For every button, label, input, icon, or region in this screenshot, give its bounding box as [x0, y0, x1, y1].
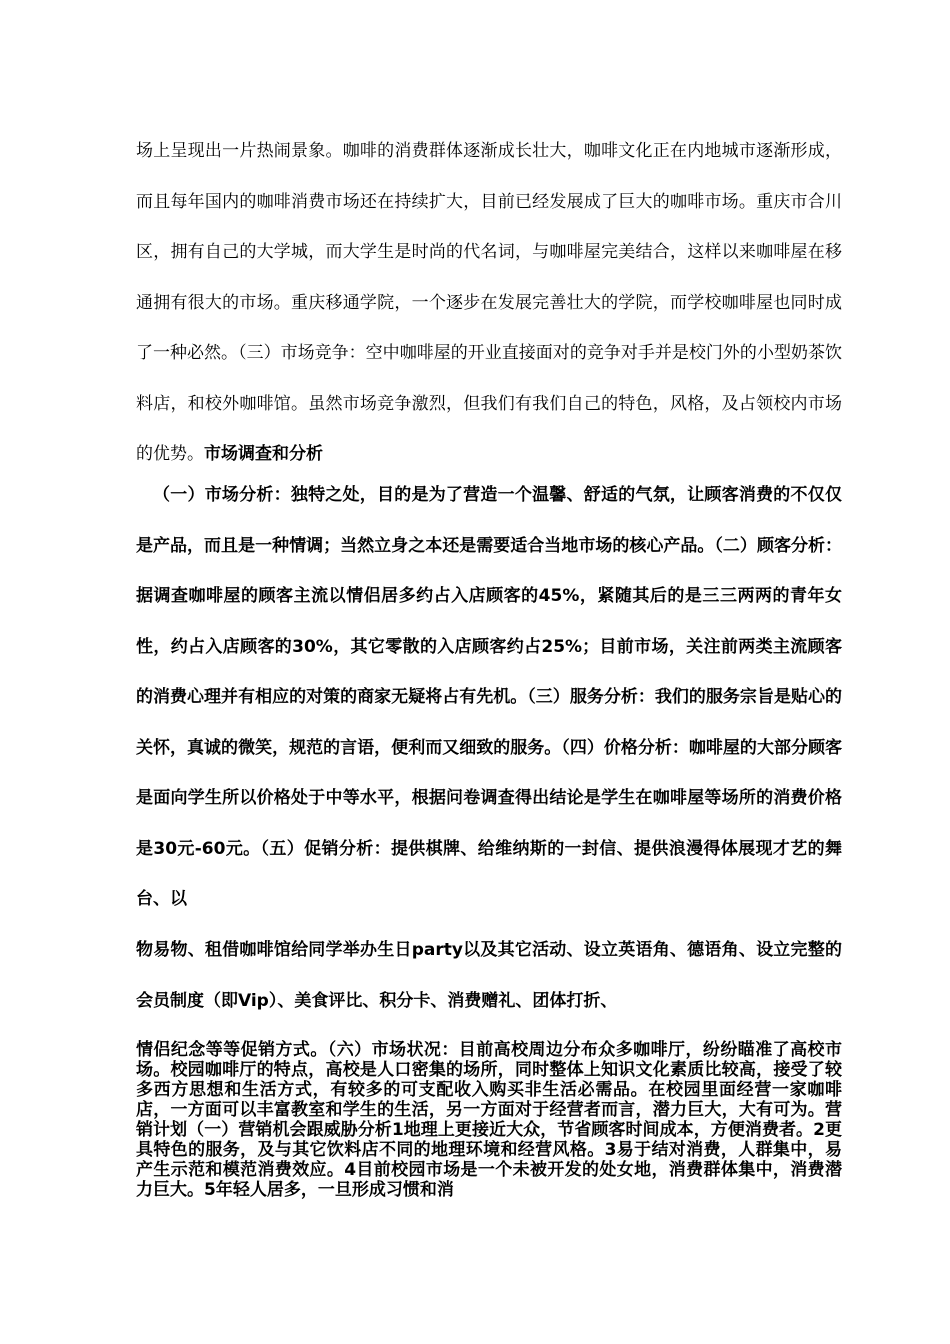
- section-heading-market-research: 市场调查和分析: [204, 444, 323, 464]
- paragraph-market-background: [136, 126, 842, 480]
- paragraph-market-status: 情侣纪念等等促销方式。（六）市场状况：目前高校周边分布众多咖啡厅，纷纷瞄准了高校市场。校园咖啡厅的特点，高校是人口密集的场所，同时整体上知识文化素质比较高，接受了较多西方思想和生活方式，有较多的可支配收入购买非生活必需品。在校园里面经营一家咖啡店，一方面可以丰富教室和学生的生活，另一方面对于经营者而言，潜力巨大，大有可为。营销计划（一）营销机会跟威胁分析1地理上更接近大众，节省顾客时间成本，方便消费者。2更具特色的服务，及与其它饮料店不同的地理环境和经营风格。3易于结对消费，人群集中，易产生示范和模范消费效应。4目前校园市场是一个未被开发的处女地，消费群体集中，消费潜力巨大。5年轻人居多，一旦形成习惯和消: [136, 1040, 842, 1200]
- paragraph-promotion-list: 物易物、租借咖啡馆给同学举办生日party以及其它活动、设立英语角、德语角、设立完整的会员制度（即Vip）、美食评比、积分卡、消费赠礼、团体打折、: [136, 940, 842, 1011]
- paragraph-market-analysis: （一）市场分析：独特之处，目的是为了营造一个温馨、舒适的气氛，让顾客消费的不仅仅是产品，而且是一种情调；当然立身之本还是需要适合当地市场的核心产品。（二）顾客分析：据调查咖啡屋的顾客主流以情侣居多约占入店顾客的45%，紧随其后的是三三两两的青年女性，约占入店顾客的30%，其它零散的入店顾客约占25%；目前市场，关注前两类主流顾客的消费心理并有相应的对策的商家无疑将占有先机。（三）服务分析：我们的服务宗旨是贴心的关怀，真诚的微笑，规范的言语，便利而又细致的服务。（四）价格分析：咖啡屋的大部分顾客是面向学生所以价格处于中等水平，根据问卷调查得出结论是学生在咖啡屋等场所的消费价格是30元-60元。（五）促销分析：提供棋牌、给维纳斯的一封信、提供浪漫得体展现才艺的舞台、以: [136, 485, 842, 909]
- paragraph-text: 场上呈现出一片热闹景象。咖啡的消费群体逐渐成长壮大，咖啡文化正在内地城市逐渐形成，而且每年国内的咖啡消费市场还在持续扩大，目前已经发展成了巨大的咖啡市场。重庆市合川区，拥有自己的大学城，而大学生是时尚的代名词，与咖啡屋完美结合，这样以来咖啡屋在移通拥有很大的市场。重庆移通学院，一个逐步在发展完善壮大的学院，而学校咖啡屋也同时成了一种必然。（三）市场竞争：空中咖啡屋的开业直接面对的竞争对手并是校门外的小型奶茶饮料店，和校外咖啡馆。虽然市场竞争激烈，但我们有我们自己的特色，风格，及占领校内市场的优势。: [136, 141, 842, 464]
